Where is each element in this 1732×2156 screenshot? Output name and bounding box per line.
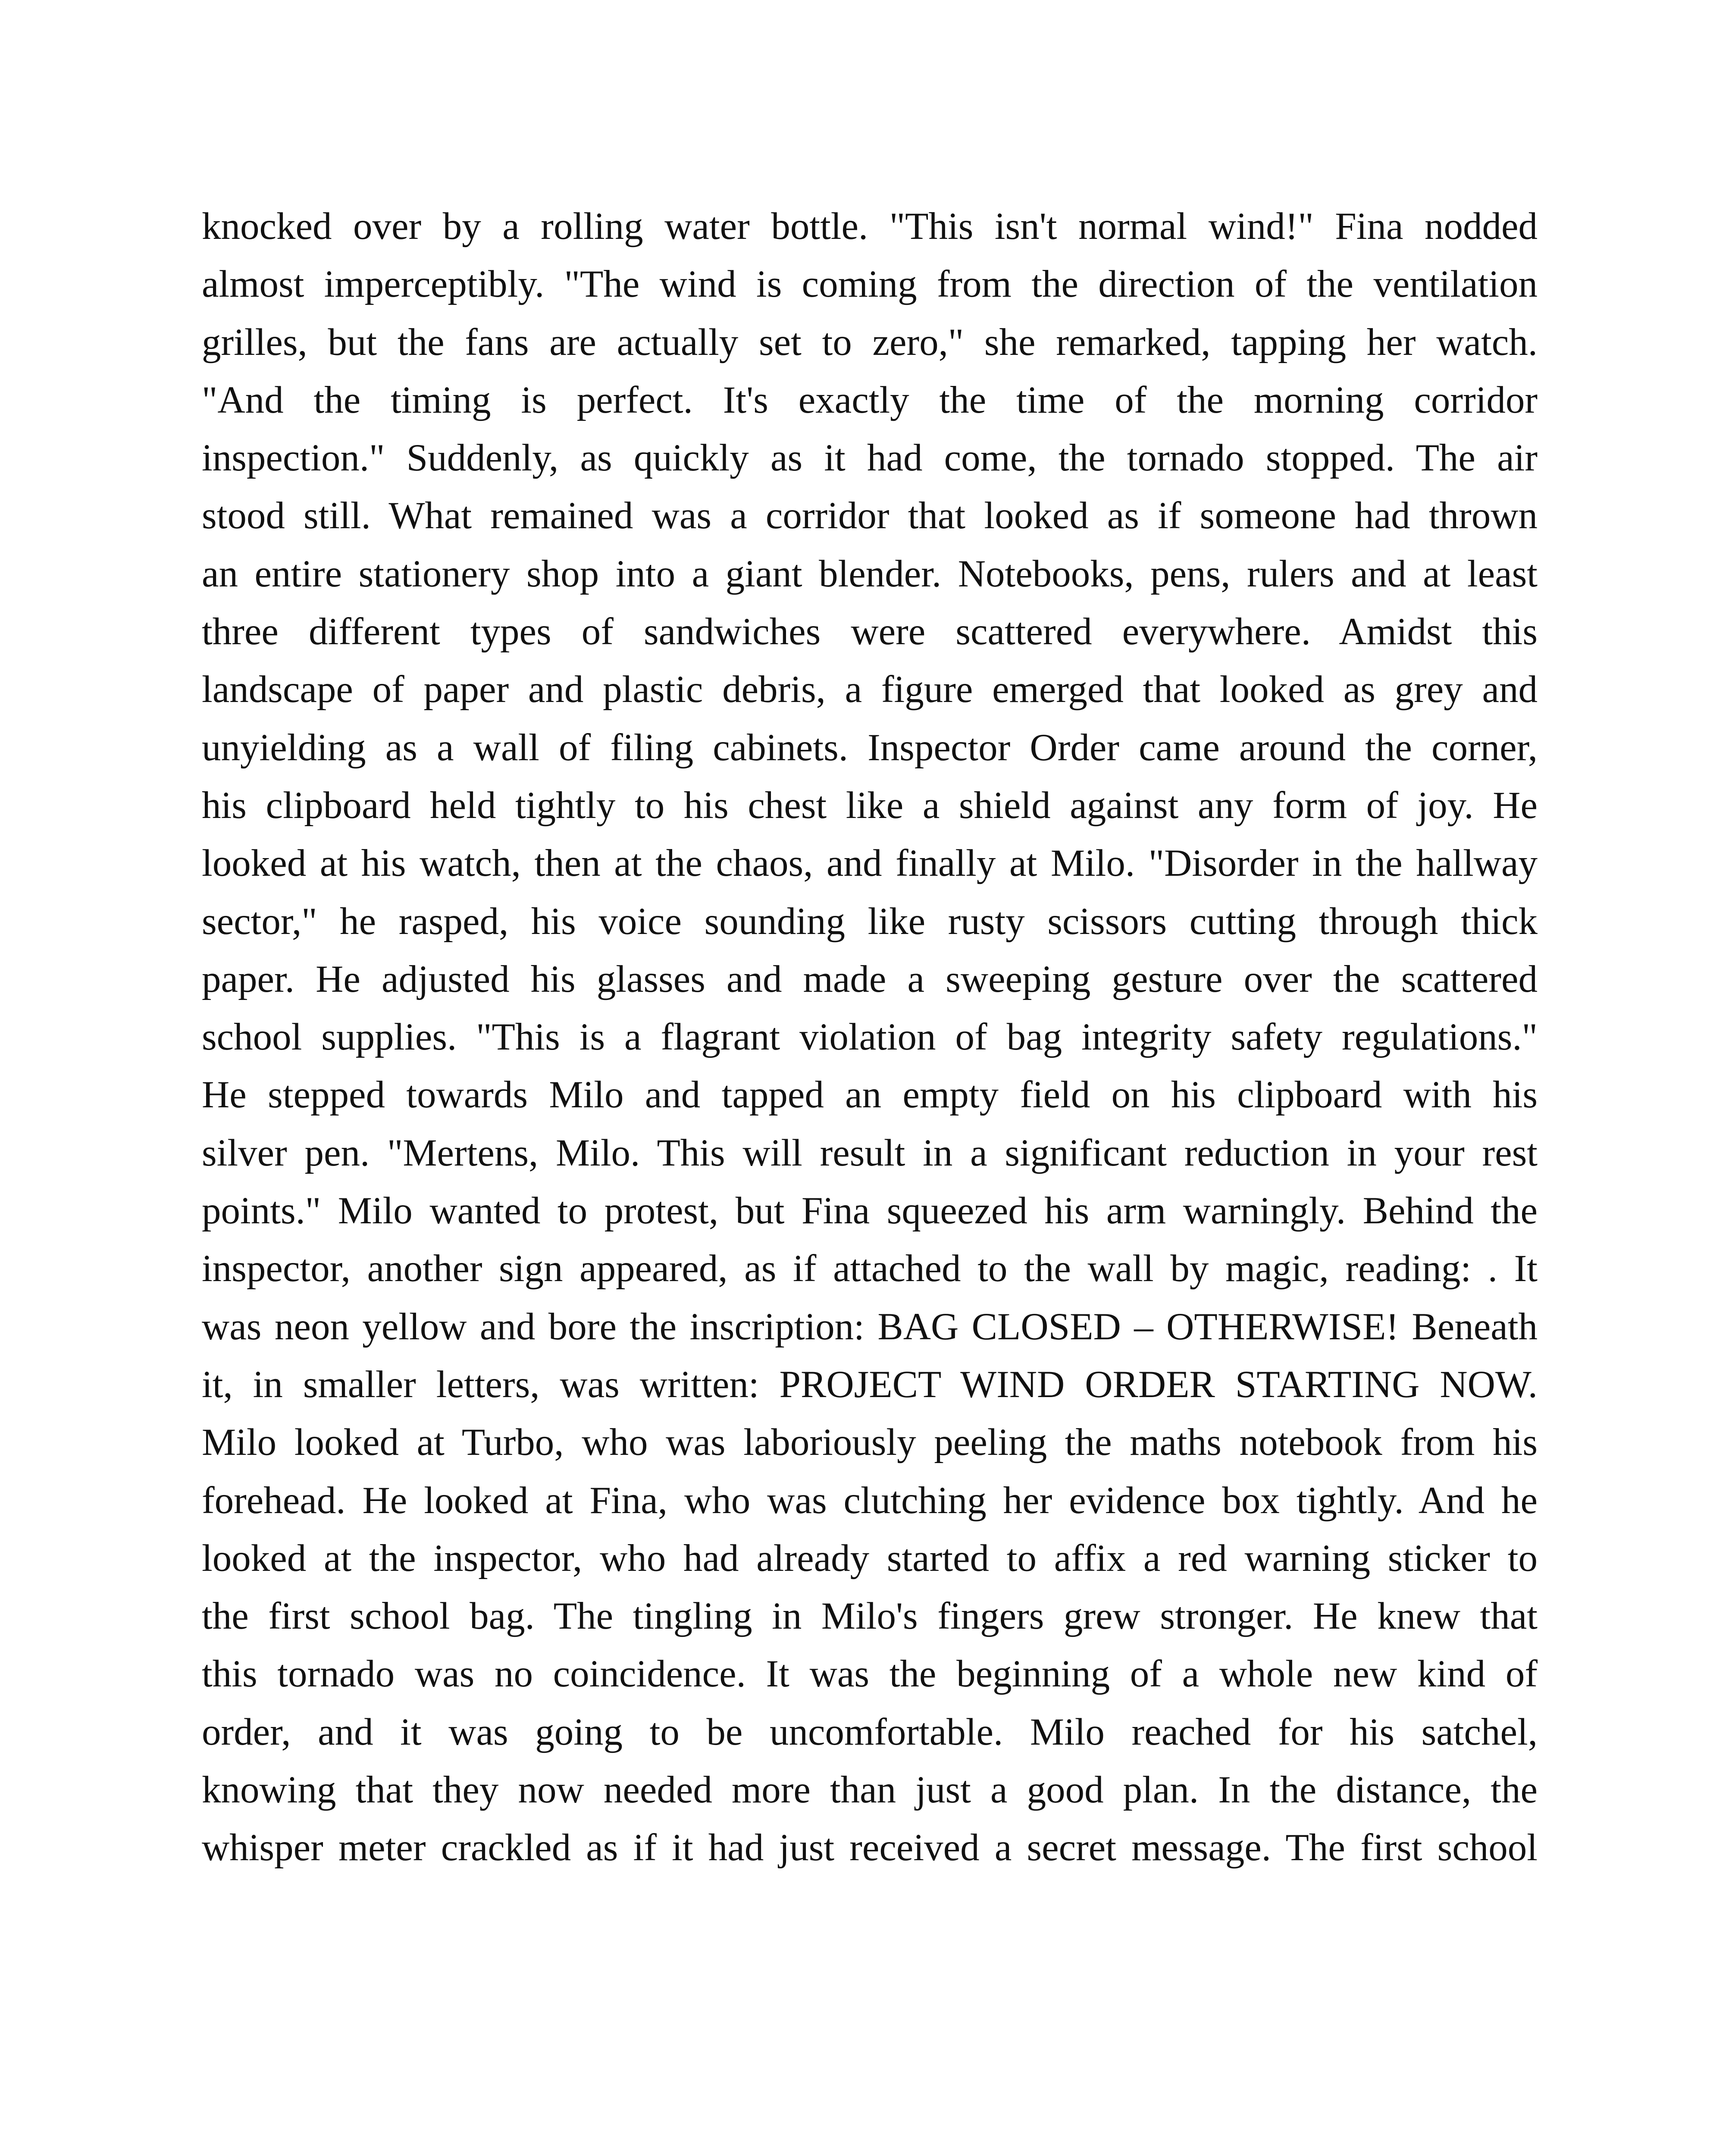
text-line: sector," he rasped, his voice sounding like rusty scissors cutting through thick [202, 900, 1538, 943]
text-line: inspector, another sign appeared, as if attached to the wall by magic, reading: . It [202, 1247, 1538, 1290]
text-line: looked at the inspector, who had already started to affix a red warning sticker to [202, 1537, 1538, 1579]
text-line: looked at his watch, then at the chaos, and finally at Milo. "Disorder in the hallway [202, 842, 1538, 885]
text-line: landscape of paper and plastic debris, a figure emerged that looked as grey and [202, 668, 1538, 711]
text-line: forehead. He looked at Fina, who was clutching her evidence box tightly. And he [202, 1479, 1538, 1522]
text-line: "And the timing is perfect. It's exactly the time of the morning corridor [202, 379, 1538, 421]
text-line: knocked over by a rolling water bottle. "This isn't normal wind!" Fina nodded [202, 205, 1538, 248]
text-line: inspection." Suddenly, as quickly as it had come, the tornado stopped. The air [202, 437, 1538, 479]
text-line: it, in smaller letters, was written: PROJECT WIND ORDER STARTING NOW. [202, 1363, 1538, 1406]
text-line: was neon yellow and bore the inscription: BAG CLOSED – OTHERWISE! Beneath [202, 1305, 1538, 1348]
text-line: unyielding as a wall of filing cabinets. Inspector Order came around the corner, [202, 726, 1538, 769]
text-line: this tornado was no coincidence. It was the beginning of a whole new kind of [202, 1653, 1538, 1695]
text-line: knowing that they now needed more than just a good plan. In the distance, the [202, 1769, 1538, 1811]
text-line: He stepped towards Milo and tapped an empty field on his clipboard with his [202, 1074, 1538, 1116]
text-line: his clipboard held tightly to his chest like a shield against any form of joy. He [202, 784, 1538, 827]
text-line: Milo looked at Turbo, who was laboriously peeling the maths notebook from his [202, 1421, 1538, 1464]
text-line: silver pen. "Mertens, Milo. This will result in a significant reduction in your rest [202, 1131, 1538, 1174]
text-line: paper. He adjusted his glasses and made a sweeping gesture over the scattered [202, 958, 1538, 1000]
text-line: points." Milo wanted to protest, but Fina squeezed his arm warningly. Behind the [202, 1190, 1538, 1232]
text-line: order, and it was going to be uncomfortable. Milo reached for his satchel, [202, 1711, 1538, 1753]
text-line: school supplies. "This is a flagrant violation of bag integrity safety regulations." [202, 1016, 1538, 1059]
text-line: stood still. What remained was a corridor that looked as if someone had thrown [202, 495, 1538, 537]
text-line: the first school bag. The tingling in Milo's fingers grew stronger. He knew that [202, 1595, 1538, 1638]
text-line: almost imperceptibly. "The wind is coming from the direction of the ventilation [202, 263, 1538, 306]
text-line: whisper meter crackled as if it had just received a secret message. The first school [202, 1827, 1538, 1869]
text-line: grilles, but the fans are actually set to zero," she remarked, tapping her watch. [202, 321, 1538, 364]
text-line: three different types of sandwiches were scattered everywhere. Amidst this [202, 611, 1538, 653]
text-line: an entire stationery shop into a giant blender. Notebooks, pens, rulers and at least [202, 552, 1538, 595]
body-text [202, 197, 1538, 1877]
